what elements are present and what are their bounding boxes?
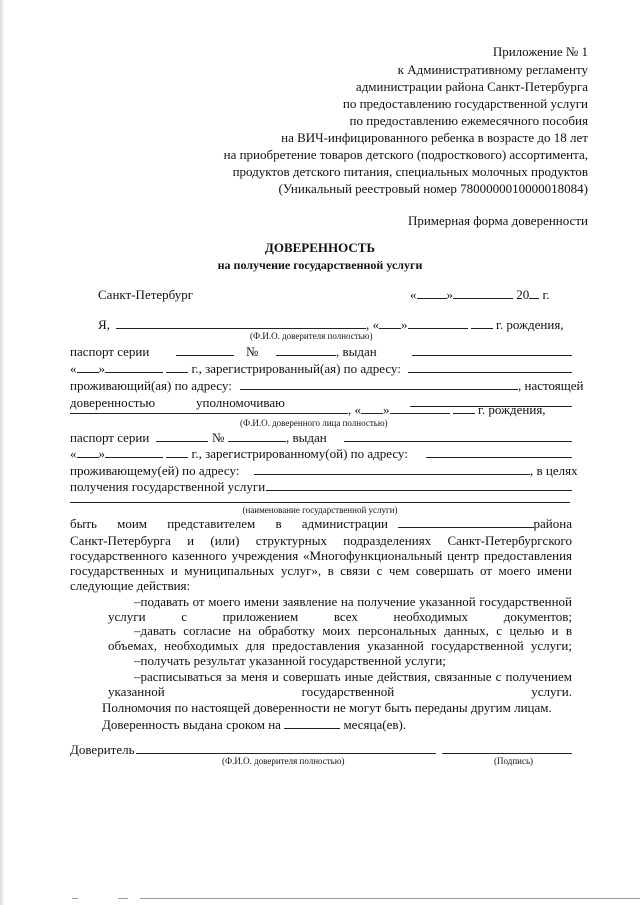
agent-passport-number-input[interactable] (228, 441, 286, 442)
agent-name-input[interactable] (70, 413, 348, 414)
principal-number-sign: № (246, 344, 259, 359)
agent-birthdate[interactable]: , « » г. рождения, (348, 402, 546, 417)
representative-line: быть моим представителем в администрации (70, 516, 388, 531)
action-item: –подавать от моего имени заявление на получение указанной государственной услуги с приложением всех необходимых документов; (108, 594, 572, 624)
agent-passport-label: паспорт серии (70, 430, 150, 445)
agent-purpose-word: , в целях (530, 463, 578, 478)
header-line: к Административному регламенту (397, 62, 588, 77)
header-line: по предоставлению ежемесячного пособия (349, 113, 588, 128)
principal-residing-label: проживающий(ая) по адресу: (70, 378, 232, 393)
agent-residing-label: проживающему(ей) по адресу: (70, 463, 240, 478)
action-item: –расписываться за меня и совершать иные действия, связанные с получением указанной государственной услуги. (108, 669, 572, 699)
action-item: –получать результат указанной государственной услуги; (134, 653, 446, 668)
obtain-label: получения государственной услуги (70, 479, 266, 494)
city: Санкт-Петербург (98, 287, 194, 302)
header-line: Приложение № 1 (492, 44, 588, 59)
principal-this-word: , настоящей (518, 378, 584, 393)
principal-residing-input[interactable] (240, 389, 518, 390)
date-field[interactable]: « » 20 г. (410, 287, 550, 302)
principal-passport-number-input[interactable] (276, 355, 336, 356)
header-line: на ВИЧ-инфицированного ребенка в возрасте до 18 лет (281, 130, 588, 145)
principal-fio-signature-input[interactable] (136, 753, 436, 754)
service-caption: (наименование государственной услуги) (242, 505, 398, 515)
agent-residing-input[interactable] (254, 474, 530, 475)
service-name-input-2[interactable] (70, 502, 570, 503)
principal-issued-input[interactable] (412, 355, 572, 356)
agent-issued-label: , выдан (286, 430, 327, 445)
authorize-word: уполномочиваю (196, 395, 285, 410)
principal-birthdate[interactable]: , « » г. рождения, (366, 317, 564, 332)
term-months-input[interactable] (284, 717, 340, 729)
actions-lead: следующие действия: (70, 578, 191, 593)
principal-name-input[interactable] (116, 328, 366, 329)
district-word: района (533, 516, 572, 531)
principal-signature-input[interactable] (442, 753, 572, 754)
term-line: Доверенность выдана сроком на месяца(ев). (102, 717, 407, 732)
header-line: администрации района Санкт-Петербурга (355, 79, 588, 94)
principal-caption: (Ф.И.О. доверителя полностью) (250, 331, 373, 341)
principal-issued-label: , выдан (336, 344, 377, 359)
fio-caption: (Ф.И.О. доверителя полностью) (222, 756, 345, 766)
principal-registered-input[interactable] (408, 372, 572, 373)
sign-caption: (Подпись) (494, 756, 534, 766)
agent-passport-series-input[interactable] (156, 441, 208, 442)
signature-label: Доверитель (70, 742, 135, 757)
principal-passport-series-input[interactable] (176, 355, 234, 356)
document-title: ДОВЕРЕННОСТЬ (264, 240, 376, 255)
header-line: (Уникальный реестровый номер 7800000010000018084) (278, 181, 588, 196)
body-paragraph: Санкт-Петербурга и (или) структурных подразделениях Санкт-Петербургского государственного казенного учреждения «Многофункциональный центр предоставления государственных и муниципальных услуг», в связи с чем совершать от моего имени (70, 533, 572, 578)
principal-ya: Я, (98, 317, 110, 332)
principal-passport-label: паспорт серии (70, 344, 150, 359)
agent-number-sign: № (212, 430, 225, 445)
form-note: Примерная форма доверенности (407, 213, 588, 228)
principal-issue-date[interactable]: « » г., зарегистрированный(ая) по адресу: (70, 361, 401, 376)
scan-bottom-edge (0, 893, 640, 905)
agent-registered-input[interactable] (426, 457, 572, 458)
header-line: на приобретение товаров детского (подросткового) ассортимента, (223, 147, 588, 162)
service-name-input[interactable] (266, 490, 572, 491)
administration-input[interactable] (398, 527, 534, 528)
document-subtitle: на получение государственной услуги (217, 258, 423, 272)
action-item: –давать согласие на обработку моих персональных данных, с целью и в объемах, необходимых для предоставления указанной государственной услуги; (108, 623, 572, 653)
agent-issued-input[interactable] (344, 441, 572, 442)
dov-word: доверенностью (70, 395, 156, 410)
header-line: по предоставлению государственной услуги (342, 96, 588, 111)
no-transfer-note: Полномочия по настоящей доверенности не могут быть переданы другим лицам. (102, 700, 552, 715)
scan-left-edge (0, 0, 5, 905)
agent-issue-date[interactable]: « » г., зарегистрированному(ой) по адресу: (70, 446, 408, 461)
agent-caption: (Ф.И.О. доверенного лица полностью) (240, 418, 388, 428)
header-line: продуктов детского питания, специальных молочных продуктов (232, 164, 588, 179)
